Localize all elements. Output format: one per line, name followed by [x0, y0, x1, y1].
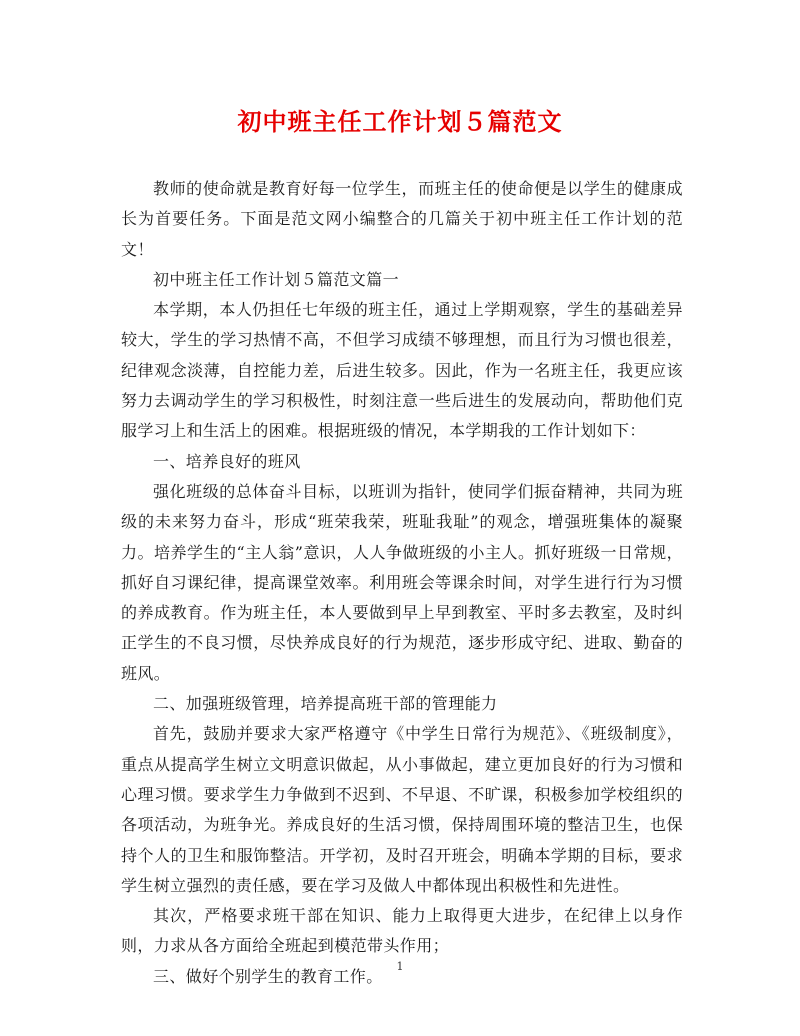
- paragraph-heading-one: 一、培养良好的班风: [153, 451, 301, 471]
- paragraph-situation: 本学期，本人仍担任七年级的班主任，通过上学期观察，学生的基础差异较大，学生的学习热情不高，不但学习成绩不够理想，而且行为习惯也很差，纪律观念淡薄，自控能力差，后进生较多。因此，作为一名班主任，我更应该努力去调动学生的学习积极性，时刻注意一些后进生的发展动向，帮助他们克服学习上和生活上的困难。根据班级的情况，本学期我的工作计划如下：: [121, 300, 683, 441]
- paragraph-management-second: 其次，严格要求班干部在知识、能力上取得更大进步，在纪律上以身作则，力求从各方面给全班起到模范带头作用；: [121, 906, 683, 956]
- document-body: [121, 174, 683, 992]
- paragraph-section-heading: 初中班主任工作计划５篇范文篇一: [153, 269, 400, 289]
- paragraph-heading-two: 二、加强班级管理，培养提高班干部的管理能力: [153, 694, 498, 714]
- paragraph-class-spirit: 强化班级的总体奋斗目标，以班训为指针，使同学们振奋精神，共同为班级的未来努力奋斗，形成“班荣我荣，班耻我耻”的观念，增强班集体的凝聚力。培养学生的“主人翁”意识，人人争做班级的小主人。抓好班级一日常规，抓好自习课纪律，提高课堂效率。利用班会等课余时间，对学生进行行为习惯的养成教育。作为班主任，本人要做到早上早到教室、平时多去教室，及时纠正学生的不良习惯，尽快养成良好的行为规范，逐步形成守纪、进取、勤奋的班风。: [121, 481, 683, 683]
- page-title: 初中班主任工作计划５篇范文: [237, 107, 563, 136]
- paragraph-management-first: 首先，鼓励并要求大家严格遵守《中学生日常行为规范》、《班级制度》，重点从提高学生树立文明意识做起，从小事做起，建立更加良好的行为习惯和心理习惯。要求学生力争做到不迟到、不早退、不旷课，积极参加学校组织的各项活动，为班争光。养成良好的生活习惯，保持周围环境的整洁卫生，也保持个人的卫生和服饰整洁。开学初，及时召开班会，明确本学期的目标，要求学生树立强烈的责任感，要在学习及做人中都体现出积极性和先进性。: [121, 724, 683, 895]
- paragraph-intro: 教师的使命就是教育好每一位学生，而班主任的使命便是以学生的健康成长为首要任务。下面是范文网小编整合的几篇关于初中班主任工作计划的范文！: [121, 179, 683, 259]
- page-number: 1: [396, 960, 404, 973]
- paragraph-heading-three: 三、做好个别学生的教育工作。: [153, 966, 383, 986]
